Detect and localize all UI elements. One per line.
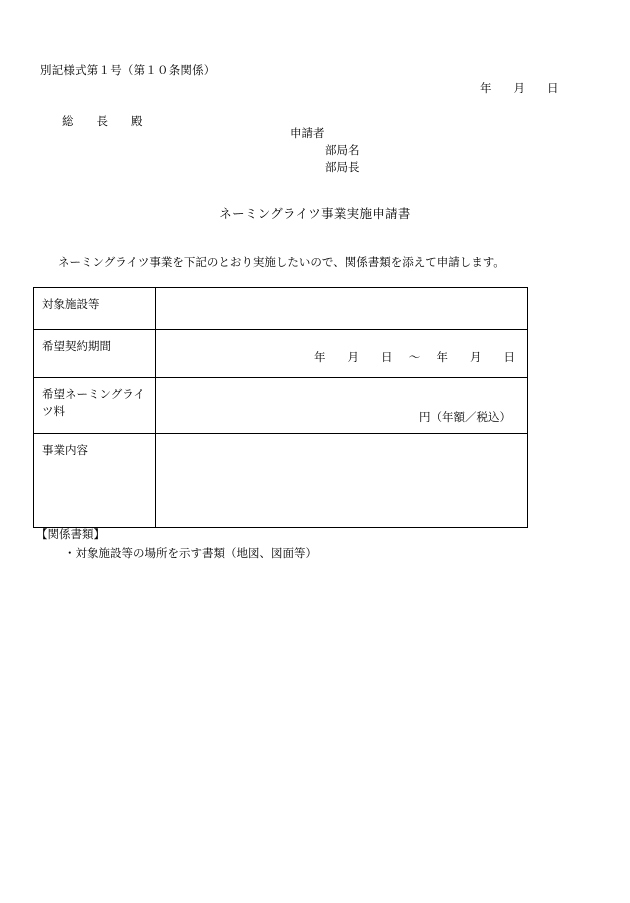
application-table [33,287,528,528]
page-title: ネーミングライツ事業実施申請書 [219,207,411,221]
applicant-department: 部局名 [325,145,360,157]
period-month-end: 月 [470,352,482,364]
attachments-item: ・対象施設等の場所を示す書類（地図、図面等） [64,548,317,560]
date-month: 月 [513,83,525,95]
period-placeholder [164,339,519,365]
row-label-fee: 希望ネーミングライツ料 [34,378,156,434]
table-row [34,288,528,330]
date-line [480,80,559,96]
period-tilde: ～ [408,352,421,364]
date-day: 日 [547,83,559,95]
row-value-fee[interactable] [156,378,528,434]
form-number: 別記様式第１号（第１０条関係） [40,65,216,77]
table-row [34,330,528,378]
period-month-start: 月 [347,352,359,364]
date-year: 年 [480,83,492,95]
addressee: 総 長 殿 [62,116,143,128]
fee-unit: 円（年額／税込） [419,412,511,424]
period-year-end: 年 [436,352,448,364]
table-row [34,378,528,434]
row-label-facility: 対象施設等 [34,288,156,330]
period-day-end: 日 [503,352,515,364]
applicant-block [290,126,360,177]
attachments-heading: 【関係書類】 [36,529,105,541]
row-value-content[interactable] [156,434,528,528]
period-day-start: 日 [381,352,393,364]
row-label-content: 事業内容 [34,434,156,528]
table-row [34,434,528,528]
row-label-period: 希望契約期間 [34,330,156,378]
applicant-label: 申請者 [290,128,325,140]
intro-paragraph: ネーミングライツ事業を下記のとおり実施したいので、関係書類を添えて申請します。 [58,257,505,269]
applicant-director: 部局長 [325,162,360,174]
period-year-start: 年 [314,352,326,364]
row-value-period[interactable] [156,330,528,378]
row-value-facility[interactable] [156,288,528,330]
